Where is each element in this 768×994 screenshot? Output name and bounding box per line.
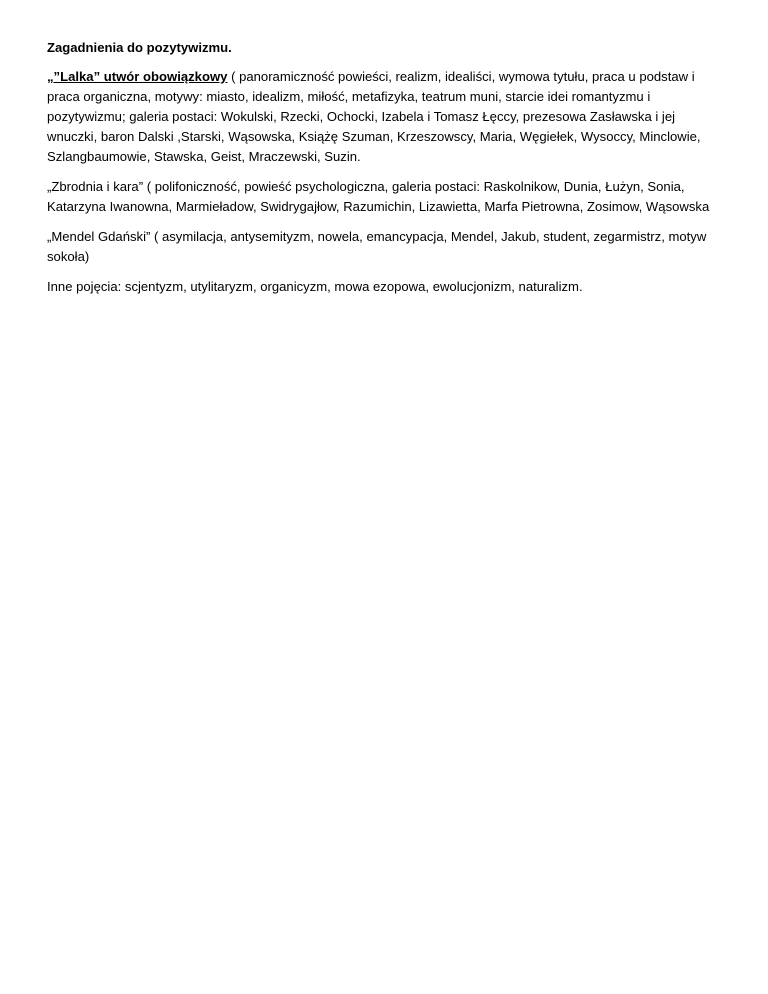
section-inne-pojecia bbox=[47, 277, 727, 297]
section-mendel-text: „Mendel Gdański” ( asymilacja, antysemityzm, nowela, emancypacja, Mendel, Jakub, student, zegarmistrz, motyw sokoła) bbox=[47, 229, 707, 264]
section-lalka-text: ( panoramiczność powieści, realizm, idealiści, wymowa tytułu, praca u podstaw i praca organiczna, motywy: miasto, idealizm, miłość, metafizyka, teatrum muni, starcie idei romantyzmu i pozytywizmu; galeria postaci: Wokulski, Rzecki, Ochocki, Izabela i Tomasz Łęccy, prezesowa Zasławska i jej wnuczki, baron Dalski ,Starski, Wąsowska, Książę Szuman, Krzeszowscy, Maria, Węgiełek, Wysoccy, Minclowie, Szlangbaumowie, Stawska, Geist, Mraczewski, Suzin. bbox=[47, 69, 701, 164]
section-mendel-gdanski bbox=[47, 227, 727, 267]
section-inne-text: Inne pojęcia: scjentyzm, utylitaryzm, organicyzm, mowa ezopowa, ewolucjonizm, naturalizm. bbox=[47, 279, 583, 294]
section-zbrodnia-i-kara bbox=[47, 177, 727, 217]
document-title: Zagadnienia do pozytywizmu. bbox=[47, 40, 232, 55]
section-zbrodnia-text: „Zbrodnia i kara” ( polifoniczność, powieść psychologiczna, galeria postaci: Raskolnikow, Dunia, Łużyn, Sonia, Katarzyna Iwanowna, Marmieładow, Swidrygajłow, Razumichin, Lizawietta, Marfa Pietrowna, Zosimow, Wąsowska bbox=[47, 179, 710, 214]
section-lalka-heading: „”Lalka” utwór obowiązkowy bbox=[47, 69, 228, 84]
document-body bbox=[47, 38, 727, 307]
section-lalka bbox=[47, 67, 727, 167]
